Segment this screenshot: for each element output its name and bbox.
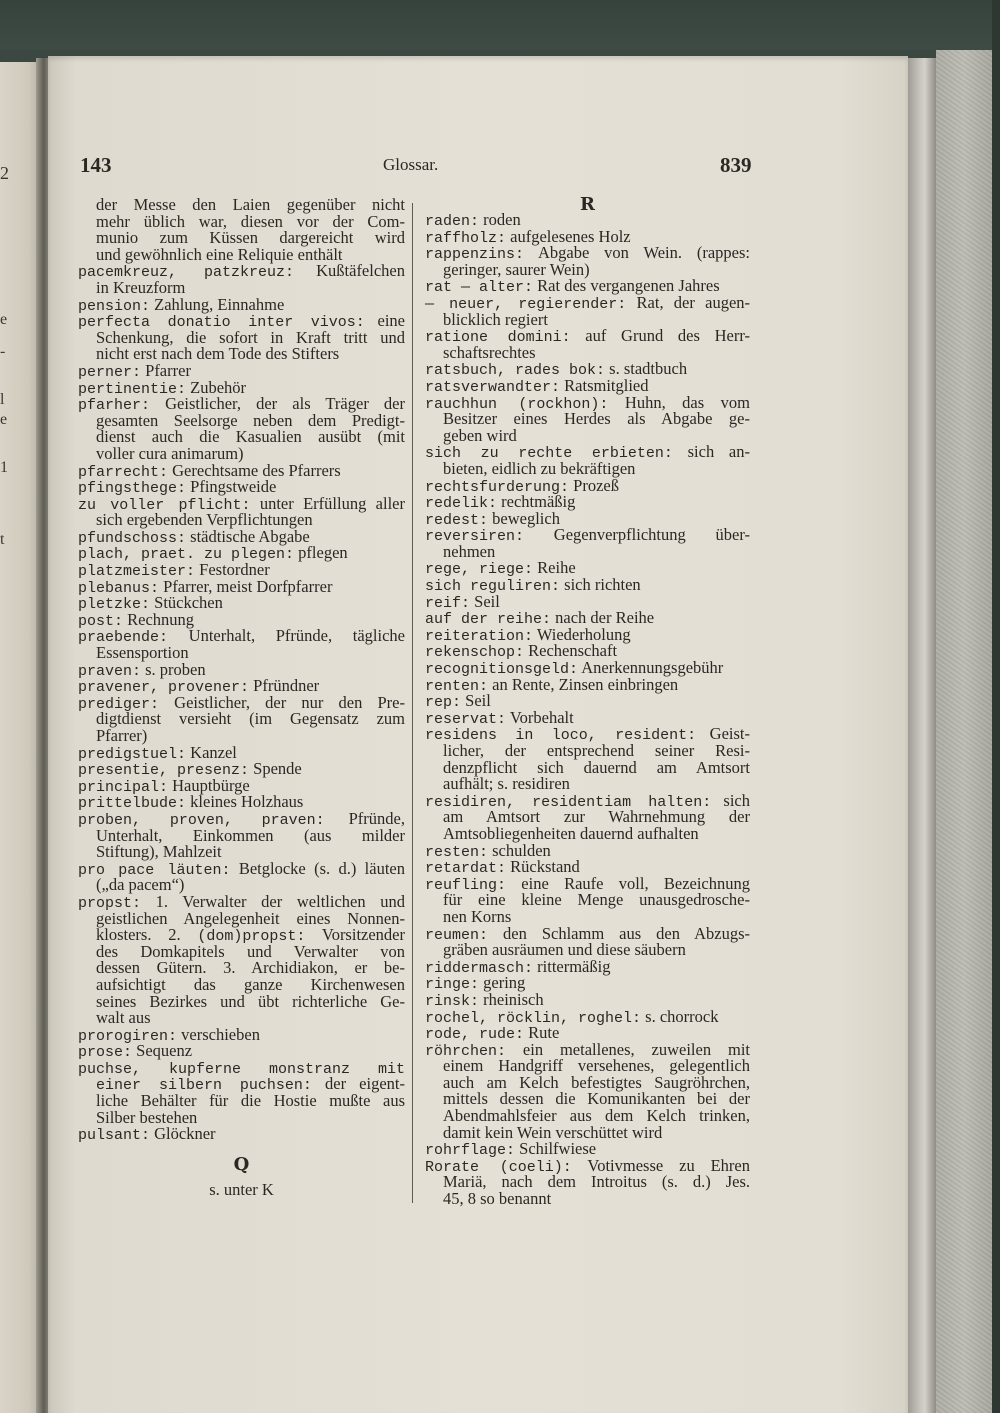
definition-text: Unterhalt, Pfründe, tägliche — [168, 626, 405, 646]
glossary-entry — [78, 659, 405, 680]
glossary-entry — [78, 891, 405, 1028]
headword: reumen: — [425, 926, 489, 944]
headword: pfarrecht: — [78, 463, 169, 481]
glossary-entry — [78, 1126, 405, 1143]
definition-text: Abgabe von Wein. (rappes: — [524, 243, 750, 263]
glossary-entry — [78, 197, 405, 263]
glossary-entry — [78, 493, 405, 530]
definition-text: Silber bestehen — [96, 1107, 198, 1127]
entry-line — [425, 693, 750, 710]
glossary-entry — [425, 1006, 750, 1027]
definition-text: licher, der entsprechend seiner Resi- — [443, 741, 750, 760]
definition-text: Gerechtsame des Pfarrers — [168, 460, 341, 480]
entry-line — [78, 576, 405, 597]
headword: pertinentie: — [78, 380, 187, 398]
definition-text: Stiftung), Mahlzeit — [96, 842, 222, 862]
headword: perfecta donatio inter vivos: — [78, 314, 365, 332]
entry-line — [78, 645, 405, 662]
glossary-entry — [425, 444, 750, 477]
headword: rep: — [425, 694, 462, 712]
definition-text: denzpflicht sich dauernd am Amtsort — [443, 757, 750, 777]
entry-line — [425, 541, 750, 561]
glossary-entry — [78, 313, 405, 363]
definition-text: s. stadtbuch — [605, 359, 688, 379]
previous-page-fragment: e — [0, 411, 8, 428]
headword: (dom)propst: — [197, 928, 306, 946]
definition-text: und gewöhnlich eine Reliquie enthält — [96, 244, 343, 264]
entry-line — [78, 346, 405, 363]
entry-line — [425, 1191, 750, 1208]
entry-line — [78, 526, 405, 547]
definition-text: verschieben — [177, 1024, 260, 1044]
entry-line — [425, 1006, 750, 1027]
definition-text: eine — [364, 311, 406, 331]
entry-line — [425, 494, 750, 511]
section-heading-q: Q — [233, 1154, 250, 1175]
headword: pfingsthege: — [78, 480, 187, 498]
glossary-entry — [425, 292, 751, 329]
book-cover-top — [0, 0, 1000, 50]
glossary-entry — [78, 1043, 405, 1060]
cross-reference: s. unter K — [209, 1180, 274, 1199]
glossary-entry — [78, 263, 405, 296]
glossary-entry — [78, 396, 405, 462]
headword: perner: — [78, 363, 142, 381]
previous-page-fragment: e — [0, 311, 8, 328]
book-cover-edge — [992, 0, 1000, 1413]
headword: pro pace läuten: — [78, 861, 231, 879]
headword: pfundschoss: — [78, 529, 187, 547]
definition-text: Spende — [249, 759, 302, 779]
running-title: Glossar. — [383, 155, 439, 174]
glossary-entry — [78, 692, 405, 745]
definition-text: Abendmahlsfeier aus dem Kelch trinken, — [443, 1106, 750, 1126]
definition-text: Besitzer eines Herdes als Abgabe ge- — [443, 409, 750, 429]
definition-text: damit kein Wein verschüttet wird — [443, 1122, 663, 1142]
headword: recognitionsgeld: — [425, 661, 579, 679]
definition-text: schulden — [488, 840, 551, 860]
glossary-entry — [425, 873, 750, 926]
glossary-entry — [425, 790, 750, 843]
definition-text: Betglocke (s. d.) läuten — [230, 858, 406, 878]
headword: plach, praet. zu plegen: — [78, 546, 295, 564]
headword: ratione domini: — [425, 329, 571, 347]
glossary-entry — [78, 742, 405, 763]
definition-text: Rat des vergangenen Jahres — [533, 276, 720, 296]
previous-page-fragment: - — [0, 343, 6, 360]
glossary-entry — [78, 576, 405, 597]
definition-text: Geistlicher, der als Träger der — [150, 394, 405, 414]
definition-text: am Amtsort zur Wahrnehmung der — [443, 807, 750, 827]
previous-page-fragment: 2 — [0, 163, 9, 183]
definition-text: sich an- — [672, 442, 750, 462]
definition-text: klosters. 2. — [96, 925, 198, 945]
definition-text: geringer, saurer Wein) — [443, 259, 590, 279]
headword: sich zu rechte erbieten: — [425, 445, 673, 463]
definition-text: Mariä, nach dem Introitus (s. d.) Jes. — [443, 1172, 750, 1192]
definition-text: Prozeß — [569, 475, 619, 495]
definition-text: Pfingstweide — [186, 477, 277, 497]
definition-text: Geistlicher, der nur den Pre- — [159, 692, 405, 712]
definition-text: Pfarrer) — [96, 726, 148, 745]
headword: Rorate (coeli): — [425, 1158, 572, 1176]
definition-text: Zubehör — [186, 377, 247, 397]
glossary-entry — [78, 628, 405, 661]
definition-text: der Messe den Laien gegenüber nicht — [96, 195, 405, 214]
definition-text: Schenkung, die sofort in Kraft tritt und — [96, 327, 405, 347]
entry-line — [425, 975, 750, 992]
definition-text: Unterhalt, Einkommen (aus milder — [96, 825, 405, 845]
definition-text: Stückchen — [150, 593, 223, 613]
definition-text: auch am Kelch befestigtes Saugröhrchen, — [443, 1072, 750, 1092]
definition-text: den Schlamm aus den Abzugs- — [488, 923, 750, 943]
headword: riddermasch: — [425, 959, 534, 977]
headword: sich reguliren: — [425, 578, 561, 596]
headword: predigstuel: — [78, 745, 187, 763]
definition-text: für eine kleine Menge unausgedrosche- — [443, 890, 750, 910]
glossary-entry — [425, 527, 750, 560]
definition-text: Pfründner — [249, 676, 320, 696]
definition-text: gesamten Seelsorge neben dem Predigt- — [96, 410, 405, 430]
entry-line — [78, 1107, 405, 1127]
headword: prittelbude: — [78, 795, 187, 813]
definition-text: Wiederholung — [533, 624, 631, 644]
headword: prorogiren: — [78, 1027, 178, 1045]
entry-line — [78, 1024, 405, 1045]
headword: ratsverwandter: — [425, 378, 561, 396]
headword: pacemkreuz, patzkreuz: — [78, 264, 295, 282]
definition-text: Rückstand — [506, 857, 580, 877]
definition-text: Pfarrer — [141, 360, 191, 380]
headword: prose: — [78, 1044, 133, 1062]
headword: rechtsfurderung: — [425, 478, 570, 496]
definition-text: („da pacem“) — [96, 875, 185, 895]
definition-text: mittels dessen die Komunikanten bei der — [443, 1089, 750, 1109]
glossary-entry — [78, 1024, 405, 1045]
headword: pravener, provener: — [78, 679, 250, 697]
definition-text: aufgelesenes Holz — [506, 226, 631, 246]
definition-text: nehmen — [443, 541, 496, 561]
headword: reversiren: — [425, 528, 525, 546]
entry-line — [425, 475, 750, 496]
page-block-edge — [908, 58, 936, 1413]
previous-page-edge — [0, 62, 40, 1413]
headword: platzmeister: — [78, 563, 196, 581]
headword: röhrchen: — [425, 1042, 507, 1060]
definition-text: Zahlung, Einnahme — [150, 294, 285, 314]
definition-text: unter Erfüllung aller — [250, 493, 405, 513]
glossary-entry — [425, 975, 750, 992]
section-heading-r: R — [580, 194, 595, 215]
definition-text: aufsichtigt das ganze Kirchenwesen — [96, 974, 405, 994]
glossary-entry — [78, 858, 406, 895]
definition-text: seines Bezirkes und übt richterliche Ge- — [96, 991, 405, 1011]
definition-text: sich — [711, 790, 750, 810]
definition-text: einem Handgriff versehenes, gelegentlich — [443, 1056, 750, 1076]
definition-text: Vorbehalt — [506, 707, 574, 727]
previous-page-fragment: t — [0, 531, 5, 548]
entry-line — [78, 728, 405, 745]
headword: auf der reihe: — [425, 611, 552, 629]
definition-text: kleines Holzhaus — [186, 792, 304, 812]
headword: rochel, röcklin, roghel: — [425, 1009, 642, 1027]
entry-line — [425, 776, 750, 793]
entry-line — [425, 823, 750, 843]
headword: ringe: — [425, 976, 480, 994]
glossary-entry — [425, 245, 750, 278]
definition-text: des Domkapitels und Verwalter von — [96, 941, 405, 961]
definition-text: Rute — [524, 1023, 560, 1043]
glossary-entry — [78, 808, 405, 862]
headword: prediger: — [78, 695, 160, 713]
definition-text: 45, 8 so benannt — [443, 1189, 552, 1209]
headword: rode, rude: — [425, 1026, 525, 1044]
headword: ratsbuch, rades bok: — [425, 362, 606, 380]
entry-line — [425, 342, 750, 362]
definition-text: Kußtäfelchen — [294, 261, 405, 281]
headword: raffholz: — [425, 229, 507, 247]
definition-text: eine Raufe voll, Bezeichnung — [506, 873, 750, 893]
definition-text: Schilfwiese — [515, 1139, 597, 1159]
definition-text: liche Behälter für die Hostie mußte aus — [96, 1091, 405, 1111]
headword: rekenschop: — [425, 644, 525, 662]
entry-line — [78, 742, 405, 763]
glossary-entry — [78, 294, 405, 315]
definition-text: Gegenverpflichtung über- — [524, 525, 750, 545]
definition-text: roden — [479, 210, 521, 229]
definition-text: nen Korns — [443, 906, 512, 926]
definition-text: sich richten — [560, 575, 641, 595]
definition-text: pflegen — [294, 543, 348, 563]
headword: redest: — [425, 511, 489, 529]
definition-text: Anerkennungsgebühr — [578, 658, 724, 678]
definition-text: s. proben — [141, 659, 206, 679]
headword: rauchhun (rockhon): — [425, 395, 609, 413]
glossary-entry — [425, 956, 750, 977]
headword: presentie, presenz: — [78, 762, 250, 780]
definition-text: nicht erst nach dem Tode des Stifters — [96, 344, 340, 364]
headword: principal: — [78, 778, 169, 796]
headword: rappenzins: — [425, 246, 525, 264]
headword: praebende: — [78, 629, 169, 647]
definition-text: geben wird — [443, 425, 517, 445]
definition-text: digtdienst versieht (im Gegensatz zum — [96, 709, 405, 729]
glossary-column-left — [78, 197, 405, 1143]
glossary-column-right — [425, 212, 750, 1208]
headword: raden: — [425, 213, 480, 230]
page-number-left: 143 — [80, 153, 112, 177]
column-divider — [412, 203, 413, 1203]
definition-text: Rat, der augen- — [626, 292, 751, 312]
headword: rinsk: — [425, 992, 480, 1010]
definition-text: gering — [479, 973, 526, 993]
previous-page-fragment: l — [0, 391, 5, 408]
definition-text: Festordner — [195, 560, 270, 580]
definition-text: Hauptbürge — [168, 775, 250, 795]
headword: rat — alter: — [425, 279, 534, 297]
headword: reufling: — [425, 876, 507, 894]
definition-text: dienst auch die Kasualien ausübt (mit — [96, 427, 405, 447]
definition-text: aufhält; s. residiren — [443, 774, 570, 794]
definition-text: Sequenz — [132, 1041, 193, 1061]
headword: renten: — [425, 677, 489, 695]
definition-text: Votivmesse zu Ehren — [571, 1155, 750, 1175]
headword: reiteration: — [425, 627, 534, 645]
definition-text: Rechenschaft — [524, 641, 618, 661]
headword: zu voller pflicht: — [78, 496, 251, 514]
definition-text: mehr üblich war, diesen vor der Com- — [96, 211, 405, 231]
definition-text: voller cura animarum) — [96, 443, 244, 463]
book-cover-board — [936, 50, 992, 1413]
headword: pension: — [78, 297, 151, 315]
headword: puchse, kupferne monstranz mit — [78, 1060, 405, 1078]
headword: pletzke: — [78, 596, 151, 614]
definition-text: sich ergebenden Verpflichtungen — [96, 510, 313, 530]
headword: post: — [78, 612, 124, 630]
definition-text: Geist- — [696, 724, 750, 744]
entry-line — [78, 659, 405, 680]
definition-text: schaftsrechtes — [443, 342, 536, 362]
glossary-entry — [425, 494, 750, 511]
glossary-entry — [425, 840, 750, 861]
definition-text: Reihe — [533, 558, 576, 578]
glossary-entry — [425, 726, 750, 792]
entry-line — [425, 956, 750, 977]
headword: plebanus: — [78, 579, 160, 597]
headword: rohrflage: — [425, 1142, 516, 1160]
previous-page-fragment: 1 — [0, 459, 8, 476]
definition-text: dessen Gütern. 3. Archidiakon, er be- — [96, 958, 405, 978]
definition-text: Vorsitzender — [305, 925, 405, 945]
headword: — neuer, regierender: — [425, 295, 627, 313]
definition-text: Essensportion — [96, 643, 189, 663]
headword: resten: — [425, 843, 489, 861]
headword: pulsant: — [78, 1127, 151, 1145]
glossary-entry — [78, 1060, 405, 1126]
entry-line — [78, 1126, 405, 1143]
definition-text: in Kreuzform — [96, 277, 186, 297]
headword: retardat: — [425, 860, 507, 878]
definition-text: Seil — [461, 691, 491, 711]
glossary-entry — [425, 1039, 750, 1142]
definition-text: gräben ausräumen und diese säubern — [443, 940, 686, 960]
headword: redelik: — [425, 495, 498, 513]
definition-text: beweglich — [488, 508, 560, 528]
definition-text: bieten, eidlich zu bekräftigen — [443, 458, 636, 478]
entry-line — [78, 294, 405, 315]
headword: residiren, residentiam halten: — [425, 793, 712, 811]
glossary-entry — [425, 392, 751, 445]
definition-text: an Rente, Zinsen einbringen — [488, 674, 679, 694]
glossary-entry — [425, 328, 750, 361]
headword: praven: — [78, 662, 142, 680]
definition-text: rechtmäßig — [497, 492, 576, 512]
headword: rege, riege: — [425, 561, 534, 579]
definition-text: Kanzel — [186, 742, 237, 762]
definition-text: s. chorrock — [641, 1006, 719, 1026]
headword: reif: — [425, 594, 471, 612]
headword: reservat: — [425, 710, 507, 728]
definition-text: Glöckner — [150, 1124, 216, 1144]
definition-text: 1. Verwalter der weltlichen und — [141, 891, 405, 911]
definition-text: walt aus — [96, 1008, 151, 1028]
definition-text: Huhn, das vom — [608, 392, 751, 412]
definition-text: geistlichen Angelegenheit eines Nonnen- — [96, 908, 405, 928]
glossary-entry — [78, 526, 405, 547]
definition-text: der eigent- — [311, 1074, 405, 1094]
definition-text: Amtsobliegenheiten dauernd aufhalten — [443, 823, 699, 843]
definition-text: auf Grund des Herr- — [570, 326, 750, 346]
definition-text: Ratsmitglied — [560, 375, 649, 395]
headword: proben, proven, praven: — [78, 811, 325, 829]
glossary-entry — [425, 923, 750, 960]
headword: propst: — [78, 894, 142, 912]
headword: residens in loco, resident: — [425, 727, 697, 745]
glossary-entry — [425, 475, 750, 496]
definition-text: rheinisch — [479, 989, 544, 1009]
definition-text: Seil — [470, 591, 500, 611]
headword: einer silbern puchsen: — [96, 1077, 312, 1095]
definition-text: blicklich regiert — [443, 309, 548, 329]
definition-text: Pfarrer, meist Dorfpfarrer — [159, 576, 333, 596]
definition-text: nach der Reihe — [551, 608, 655, 628]
definition-text: Pfründe, — [324, 808, 405, 828]
definition-text: ein metallenes, zuweilen mit — [506, 1039, 750, 1059]
definition-text: Rechnung — [123, 609, 195, 629]
definition-text: munio zum Küssen dargereicht wird — [96, 228, 405, 248]
headword: pfarher: — [78, 397, 151, 415]
entry-line — [78, 1043, 405, 1060]
entry-line — [425, 840, 750, 861]
definition-text: städtische Abgabe — [186, 526, 310, 546]
definition-text: rittermäßig — [533, 956, 611, 976]
page-number-right: 839 — [720, 153, 752, 177]
glossary-entry — [425, 693, 750, 710]
glossary-entry — [425, 1155, 750, 1209]
